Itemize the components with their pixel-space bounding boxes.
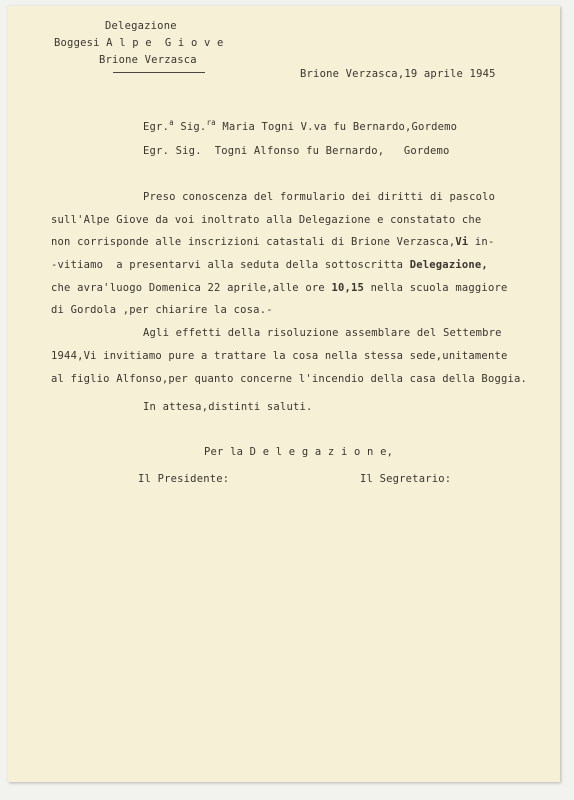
signature-president: Il Presidente:: [138, 473, 230, 485]
letterhead-underline: [113, 72, 205, 73]
body-p1-line6: di Gordola ,per chiarire la cosa.-: [51, 304, 273, 316]
recipient-2: [143, 145, 450, 157]
recipient-1-name: Maria Togni V.va fu Bernardo,Gordemo: [222, 121, 458, 133]
recipient-1-sig: Sig.: [180, 121, 207, 133]
recipient-2-egr: Egr.: [143, 145, 170, 157]
date-line: Brione Verzasca,19 aprile 1945: [300, 68, 496, 80]
signature-for-line: Per la D e l e g a z i o n e,: [204, 446, 394, 458]
recipient-1-egr: Egr.: [143, 121, 170, 133]
body-p1-line1: Preso conoscenza del formulario dei diritti di pascolo: [143, 191, 496, 203]
body-p2-line2: 1944,Vi invitiamo pure a trattare la cosa nella stessa sede,unitamente: [51, 350, 508, 362]
body-p1-line2: sull'Alpe Giove da voi inoltrato alla Delegazione e constatato che: [51, 214, 482, 226]
recipient-1-egr-sup: a: [169, 118, 174, 127]
body-p2-line3: al figlio Alfonso,per quanto concerne l'incendio della casa della Boggia.: [51, 373, 528, 385]
recipient-2-place: Gordemo: [403, 145, 450, 157]
signature-secretary: Il Segretario:: [360, 473, 452, 485]
recipient-2-sig: Sig.: [175, 145, 202, 157]
closing-greeting: In attesa,distinti saluti.: [143, 401, 313, 413]
body-p1-line4: -vitiamo a presentarvi alla seduta della sottoscritta Delegazione,: [51, 259, 488, 271]
letterhead-alpe-name: Boggesi A l p e G i o v e: [54, 37, 224, 49]
letterhead-place: Brione Verzasca: [99, 54, 197, 66]
body-p2-line1: Agli effetti della risoluzione assemblare del Settembre: [143, 327, 502, 339]
body-p1-line5: che avra'luogo Domenica 22 aprile,alle ore 10,15 nella scuola maggiore: [51, 282, 508, 294]
letter-page: [8, 6, 560, 782]
recipient-1-sig-sup: ra: [206, 118, 216, 127]
letterhead-delegazione: Delegazione: [105, 20, 177, 32]
body-p1-line3: non corrisponde alle inscrizioni catastali di Brione Verzasca,Vi in-: [51, 236, 495, 248]
recipient-2-name: Togni Alfonso fu Bernardo,: [214, 145, 385, 157]
recipient-1: [143, 118, 458, 133]
